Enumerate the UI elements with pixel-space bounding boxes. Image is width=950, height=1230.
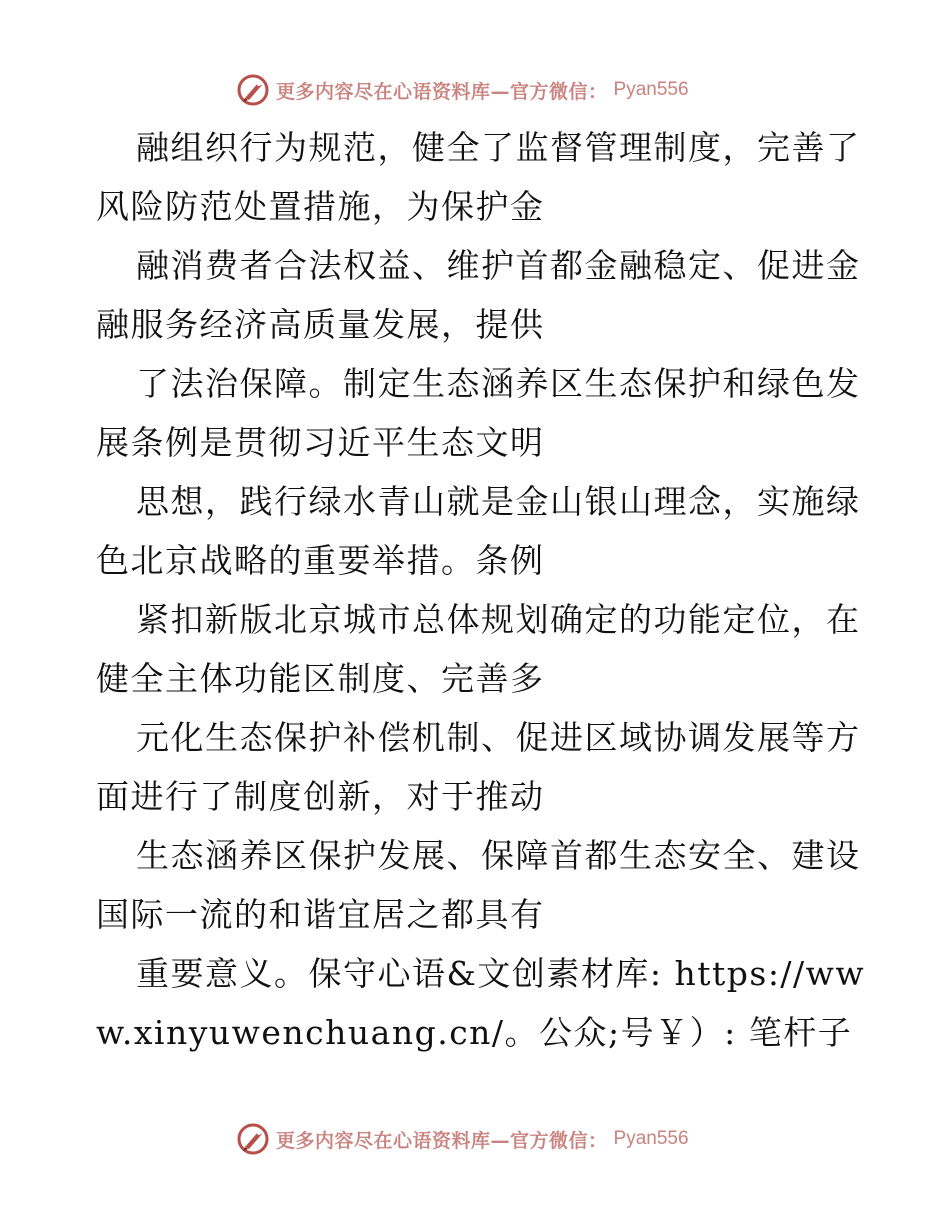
paragraph-8: 重要意义。保守心语&文创素材库: https://www.xinyuwenchuang.cn/。公众;号￥）: 笔杆子: [96, 954, 866, 1052]
paragraph-4: 思想，践行绿水青山就是金山银山理念，实施绿色北京战略的重要举措。条例: [96, 482, 861, 580]
footer-watermark-id: Pyan556: [613, 1128, 689, 1149]
paragraph-7: 生态涵养区保护发展、保障首都生态安全、建设国际一流的和谐宜居之都具有: [96, 836, 861, 934]
header-watermark-id: Pyan556: [613, 79, 689, 100]
paragraph-5: 紧扣新版北京城市总体规划确定的功能定位，在健全主体功能区制度、完善多: [96, 600, 861, 698]
header-watermark-text: 更多内容尽在心语资料库—官方微信：: [276, 80, 608, 103]
paragraph-2: 融消费者合法权益、维护首都金融稳定、促进金融服务经济高质量发展，提供: [96, 246, 861, 344]
header-watermark: [236, 73, 689, 107]
footer-watermark-text: 更多内容尽在心语资料库—官方微信：: [276, 1129, 608, 1152]
paragraph-1: 融组织行为规范，健全了监督管理制度，完善了风险防范处置措施，为保护金: [96, 128, 861, 226]
paragraph-6: 元化生态保护补偿机制、促进区域协调发展等方面进行了制度创新，对于推动: [96, 718, 861, 816]
quill-pen-seal-icon: [236, 1122, 270, 1156]
document-body: [96, 118, 876, 1062]
footer-watermark: [236, 1122, 689, 1156]
paragraph-3: 了法治保障。制定生态涵养区生态保护和绿色发展条例是贯彻习近平生态文明: [96, 364, 861, 462]
quill-pen-seal-icon: [236, 73, 270, 107]
